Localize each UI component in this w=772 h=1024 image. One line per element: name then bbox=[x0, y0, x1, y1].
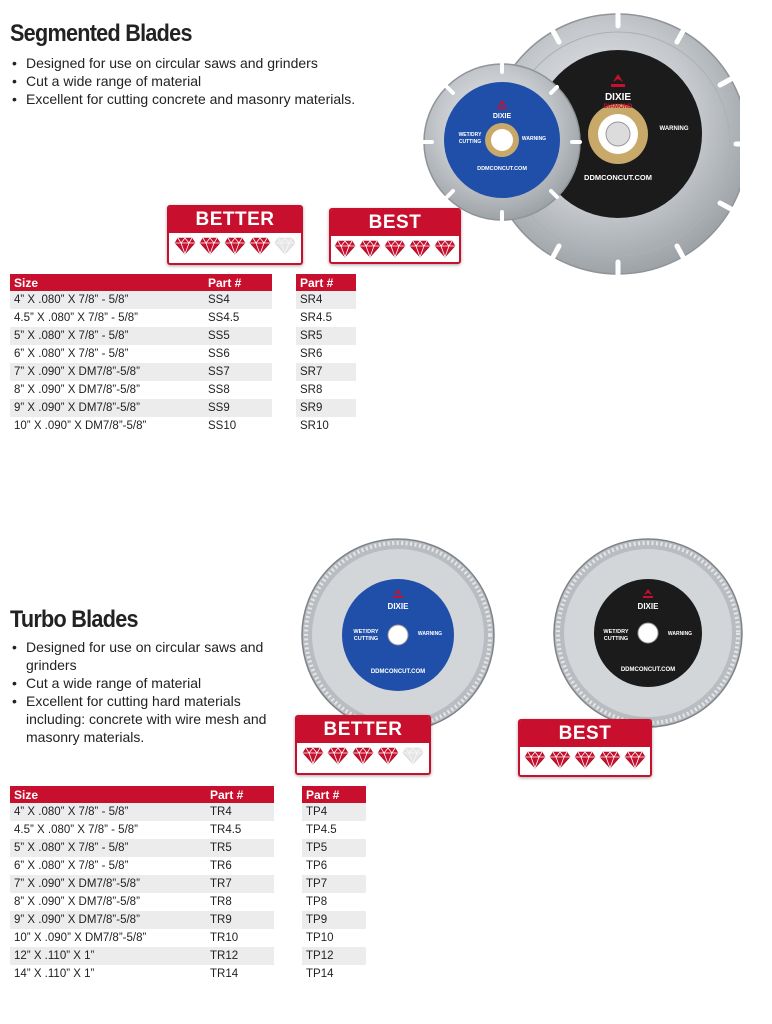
cell-part: SS9 bbox=[204, 399, 272, 417]
turbo-title: Turbo Blades bbox=[10, 606, 138, 633]
segmented-blades-image bbox=[420, 12, 740, 280]
table-row bbox=[10, 965, 366, 983]
turbo-table-body bbox=[10, 803, 366, 983]
header-gap bbox=[274, 786, 302, 803]
cell-size: 12” X .110” X 1” bbox=[10, 947, 206, 965]
rating-gems bbox=[520, 747, 650, 769]
table-row bbox=[10, 291, 356, 309]
diamond-filled-icon bbox=[327, 747, 349, 765]
turbo-spec-table bbox=[10, 786, 366, 983]
turbo-blade-blue bbox=[300, 537, 496, 733]
cell-part: TP10 bbox=[302, 929, 366, 947]
cell-size: 6” X .080” X 7/8” - 5/8” bbox=[10, 345, 204, 363]
cell-gap bbox=[274, 803, 302, 821]
table-row bbox=[10, 857, 366, 875]
turbo-badge-better bbox=[295, 715, 431, 775]
cell-part: SS4 bbox=[204, 291, 272, 309]
cell-gap bbox=[274, 875, 302, 893]
cell-part: SS6 bbox=[204, 345, 272, 363]
cell-gap bbox=[272, 399, 296, 417]
cell-part: TP7 bbox=[302, 875, 366, 893]
diamond-filled-icon bbox=[224, 237, 246, 255]
rating-gems bbox=[331, 236, 459, 258]
blade-warning-text: WARNING bbox=[659, 126, 689, 132]
diamond-empty-icon bbox=[402, 747, 424, 765]
table-row bbox=[10, 309, 356, 327]
cell-part: TP4 bbox=[302, 803, 366, 821]
badge-best-label: BEST bbox=[520, 721, 650, 747]
diamond-filled-icon bbox=[377, 747, 399, 765]
turbo-bullet: • Designed for use on circular saws and grinders bbox=[10, 638, 295, 674]
table-row bbox=[10, 363, 356, 381]
segmented-bullets bbox=[10, 54, 430, 108]
diamond-filled-icon bbox=[302, 747, 324, 765]
cell-gap bbox=[274, 929, 302, 947]
cell-gap bbox=[274, 857, 302, 875]
segmented-bullet: • Designed for use on circular saws and grinders bbox=[10, 54, 430, 72]
segmented-spec-table bbox=[10, 274, 356, 435]
cell-size: 10” X .090” X DM7/8”-5/8” bbox=[10, 417, 204, 435]
cell-part: TR8 bbox=[206, 893, 274, 911]
turbo-blue-cutting: CUTTING bbox=[353, 636, 379, 642]
turbo-blade-black bbox=[552, 537, 744, 729]
cell-part: TR9 bbox=[206, 911, 274, 929]
turbo-black-warning: WARNING bbox=[667, 631, 693, 637]
cell-part: TP4.5 bbox=[302, 821, 366, 839]
badge-better-label: BETTER bbox=[169, 207, 301, 233]
cell-part: TR12 bbox=[206, 947, 274, 965]
cell-gap bbox=[272, 363, 296, 381]
cell-gap bbox=[274, 893, 302, 911]
cell-part: TR7 bbox=[206, 875, 274, 893]
header-size: Size bbox=[10, 786, 206, 803]
table-row bbox=[10, 381, 356, 399]
diamond-filled-icon bbox=[352, 747, 374, 765]
diamond-filled-icon bbox=[174, 237, 196, 255]
segmented-bullet: • Cut a wide range of material bbox=[10, 72, 430, 90]
turbo-bullet: • Excellent for cutting hard materials including: concrete with wire mesh and masonry materials. bbox=[10, 692, 295, 746]
cell-part: TP14 bbox=[302, 965, 366, 983]
segmented-badge-best bbox=[329, 208, 461, 264]
cell-gap bbox=[272, 327, 296, 345]
cell-part: TR10 bbox=[206, 929, 274, 947]
table-row bbox=[10, 345, 356, 363]
table-row bbox=[10, 399, 356, 417]
diamond-filled-icon bbox=[359, 240, 381, 258]
cell-part: TR6 bbox=[206, 857, 274, 875]
cell-part: TP9 bbox=[302, 911, 366, 929]
cell-gap bbox=[272, 309, 296, 327]
turbo-badge-best bbox=[518, 719, 652, 777]
cell-gap bbox=[274, 947, 302, 965]
cell-size: 7” X .090” X DM7/8”-5/8” bbox=[10, 363, 204, 381]
small-blade-wetdry: WET/DRY bbox=[458, 132, 482, 138]
cell-part: TP8 bbox=[302, 893, 366, 911]
cell-gap bbox=[274, 839, 302, 857]
cell-part: SR4 bbox=[296, 291, 356, 309]
header-part: Part # bbox=[206, 786, 274, 803]
rating-gems bbox=[169, 233, 301, 255]
diamond-filled-icon bbox=[434, 240, 456, 258]
turbo-black-wetdry: WET/DRY bbox=[603, 629, 629, 635]
header-part: Part # bbox=[302, 786, 366, 803]
cell-part: TR5 bbox=[206, 839, 274, 857]
small-blade-warning: WARNING bbox=[521, 136, 547, 142]
cell-part: SR7 bbox=[296, 363, 356, 381]
cell-size: 5” X .080” X 7/8” - 5/8” bbox=[10, 839, 206, 857]
cell-part: SS7 bbox=[204, 363, 272, 381]
header-size: Size bbox=[10, 274, 204, 291]
turbo-blue-url: DDMCONCUT.COM bbox=[370, 669, 426, 675]
cell-part: SR6 bbox=[296, 345, 356, 363]
cell-size: 10” X .090” X DM7/8”-5/8” bbox=[10, 929, 206, 947]
blade-brand-sub: DIAMOND bbox=[603, 104, 633, 110]
segmented-bullet: • Excellent for cutting concrete and masonry materials. bbox=[10, 90, 430, 108]
cell-part: SR5 bbox=[296, 327, 356, 345]
small-blade-cutting: CUTTING bbox=[458, 139, 482, 145]
diamond-filled-icon bbox=[599, 751, 621, 769]
cell-part: SR9 bbox=[296, 399, 356, 417]
diamond-filled-icon bbox=[574, 751, 596, 769]
diamond-filled-icon bbox=[199, 237, 221, 255]
table-row bbox=[10, 417, 356, 435]
turbo-blue-brand: DIXIE bbox=[387, 602, 409, 611]
table-row bbox=[10, 821, 366, 839]
cell-size: 4” X .080” X 7/8” - 5/8” bbox=[10, 291, 204, 309]
diamond-empty-icon bbox=[274, 237, 296, 255]
diamond-filled-icon bbox=[334, 240, 356, 258]
cell-size: 5” X .080” X 7/8” - 5/8” bbox=[10, 327, 204, 345]
blade-brand-text: DIXIE bbox=[604, 92, 632, 103]
cell-gap bbox=[272, 345, 296, 363]
cell-size: 8” X .090” X DM7/8”-5/8” bbox=[10, 893, 206, 911]
cell-part: TR4 bbox=[206, 803, 274, 821]
cell-part: SS10 bbox=[204, 417, 272, 435]
cell-part: SR10 bbox=[296, 417, 356, 435]
diamond-filled-icon bbox=[249, 237, 271, 255]
turbo-black-cutting: CUTTING bbox=[603, 636, 629, 642]
cell-part: SR4.5 bbox=[296, 309, 356, 327]
small-segmented-blade bbox=[424, 64, 580, 220]
cell-part: TP5 bbox=[302, 839, 366, 857]
table-row bbox=[10, 911, 366, 929]
diamond-filled-icon bbox=[409, 240, 431, 258]
segmented-badge-better bbox=[167, 205, 303, 265]
badge-best-label: BEST bbox=[331, 210, 459, 236]
turbo-black-url: DDMCONCUT.COM bbox=[620, 667, 676, 673]
cell-gap bbox=[272, 417, 296, 435]
cell-size: 9” X .090” X DM7/8”-5/8” bbox=[10, 399, 204, 417]
turbo-bullets bbox=[10, 638, 295, 746]
cell-gap bbox=[274, 821, 302, 839]
cell-part: TP6 bbox=[302, 857, 366, 875]
turbo-blue-warning: WARNING bbox=[417, 631, 443, 637]
cell-size: 7” X .090” X DM7/8”-5/8” bbox=[10, 875, 206, 893]
diamond-filled-icon bbox=[384, 240, 406, 258]
cell-size: 4.5” X .080” X 7/8” - 5/8” bbox=[10, 821, 206, 839]
header-part: Part # bbox=[296, 274, 356, 291]
table-row bbox=[10, 327, 356, 345]
table-row bbox=[10, 929, 366, 947]
cell-part: SS4.5 bbox=[204, 309, 272, 327]
cell-size: 6” X .080” X 7/8” - 5/8” bbox=[10, 857, 206, 875]
table-row bbox=[10, 947, 366, 965]
cell-gap bbox=[272, 291, 296, 309]
cell-part: SS8 bbox=[204, 381, 272, 399]
blade-url-text: DDMCONCUT.COM bbox=[584, 173, 652, 182]
table-header-row bbox=[10, 786, 366, 803]
cell-part: SS5 bbox=[204, 327, 272, 345]
table-row bbox=[10, 803, 366, 821]
table-row bbox=[10, 839, 366, 857]
turbo-bullet: • Cut a wide range of material bbox=[10, 674, 295, 692]
segmented-table-body bbox=[10, 291, 356, 435]
cell-part: TR14 bbox=[206, 965, 274, 983]
small-blade-brand: DIXIE bbox=[492, 113, 512, 120]
cell-part: TP12 bbox=[302, 947, 366, 965]
cell-gap bbox=[274, 965, 302, 983]
badge-better-label: BETTER bbox=[297, 717, 429, 743]
cell-part: TR4.5 bbox=[206, 821, 274, 839]
header-part: Part # bbox=[204, 274, 272, 291]
header-gap bbox=[272, 274, 296, 291]
turbo-blue-wetdry: WET/DRY bbox=[353, 629, 379, 635]
cell-gap bbox=[272, 381, 296, 399]
cell-size: 4.5” X .080” X 7/8” - 5/8” bbox=[10, 309, 204, 327]
rating-gems bbox=[297, 743, 429, 765]
cell-size: 8” X .090” X DM7/8”-5/8” bbox=[10, 381, 204, 399]
small-blade-url: DDMCONCUT.COM bbox=[477, 166, 527, 172]
cell-size: 9” X .090” X DM7/8”-5/8” bbox=[10, 911, 206, 929]
segmented-title: Segmented Blades bbox=[10, 20, 192, 47]
diamond-filled-icon bbox=[624, 751, 646, 769]
table-row bbox=[10, 875, 366, 893]
cell-size: 4” X .080” X 7/8” - 5/8” bbox=[10, 803, 206, 821]
cell-size: 14” X .110” X 1” bbox=[10, 965, 206, 983]
turbo-black-brand: DIXIE bbox=[637, 602, 659, 611]
diamond-filled-icon bbox=[524, 751, 546, 769]
cell-part: SR8 bbox=[296, 381, 356, 399]
cell-gap bbox=[274, 911, 302, 929]
table-row bbox=[10, 893, 366, 911]
table-header-row bbox=[10, 274, 356, 291]
diamond-filled-icon bbox=[549, 751, 571, 769]
